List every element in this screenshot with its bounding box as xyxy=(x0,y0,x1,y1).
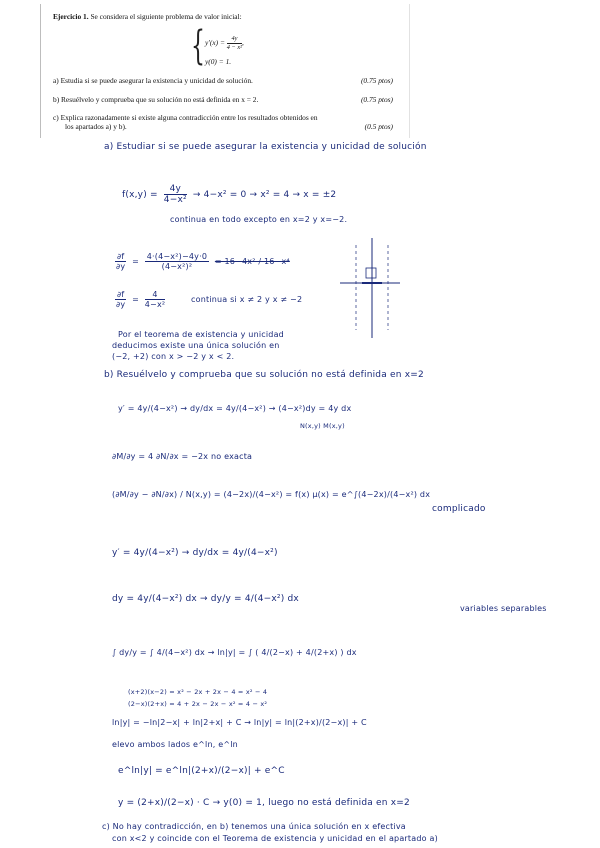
initial-condition: y(0) = 1. xyxy=(205,57,232,66)
f-roots: → 4−x² = 0 → x² = 4 → x = ±2 xyxy=(192,190,337,200)
item-a-points: (0.75 ptos) xyxy=(360,76,393,85)
item-c-points: (0.5 ptos) xyxy=(364,122,393,131)
df-symbol-2: ∂f xyxy=(117,290,125,299)
partial-derivative-simplified: $\frac{\partial f}{\partial y}$ = $\frac{4}{\text{4−x²}}$ continua si x ≠ 2 y x ≠ −2 xyxy=(116,290,303,309)
f-lhs: f(x,y) = xyxy=(122,190,158,200)
complicated-note: complicado xyxy=(432,504,486,514)
brace-icon: { xyxy=(191,23,205,69)
df-numerator: 4·(4−x²)−4y·0 xyxy=(146,252,208,261)
item-b-text: b) Resuélvelo y comprueba que su solución no está definida en x = 2. xyxy=(53,95,259,104)
derivatives-check: ∂M/∂y = 4 ∂N/∂x = −2x no exacta xyxy=(112,452,253,461)
item-a-text: a) Estudia si se puede asegurar la existencia y unicidad de solución. xyxy=(53,76,253,85)
item-c-text2: los apartados a) y b). xyxy=(65,122,127,131)
ode-tail: , xyxy=(242,37,244,47)
separable-eq-1: y′ = 4y/(4−x²) → dy/dx = 4y/(4−x²) xyxy=(112,548,278,558)
theorem-line-2: deducimos existe una única solución en xyxy=(112,341,280,350)
f-denominator: 4−x² xyxy=(163,195,187,205)
partial-derivative: $\frac{\partial f}{\partial y}$ = $\frac{\text{4·(4−x²)−4y·0}}{\text{(4−x²)²}}$ = 16−4x² / 16−x⁴ xyxy=(116,252,290,271)
theorem-line-3: (−2, +2) con x > −2 y x < 2. xyxy=(112,352,235,361)
item-c-text: c) Explica razonadamente si existe alguna contradicción entre los resultados obtenidos en xyxy=(53,113,318,122)
answer-b-heading: b) Resuélvelo y comprueba que su solución no está definida en x=2 xyxy=(104,370,424,380)
answer-c-line-2: con x<2 y coincide con el Teorema de existencia y unicidad en el apartado a) xyxy=(112,834,438,843)
df2-numerator: 4 xyxy=(145,290,166,300)
solution-line: y = (2+x)/(2−x) · C → y(0) = 1, luego no está definida en x=2 xyxy=(118,798,410,808)
item-b-points: (0.75 ptos) xyxy=(360,95,393,104)
exponentiate-note: elevo ambos lados e^ln, e^ln xyxy=(112,740,238,749)
df2-denominator: 4−x² xyxy=(144,300,166,309)
b-labels: N(x,y) M(x,y) xyxy=(300,422,345,430)
df-denominator: (4−x²)² xyxy=(161,262,193,271)
integral-line: ∫ dy/y = ∫ 4/(4−x²) dx → ln|y| = ∫ ( 4/(2−x) + 4/(2+x) ) dx xyxy=(112,648,357,657)
exponential-line: e^ln|y| = e^ln|(2+x)/(2−x)| + e^C xyxy=(118,766,285,776)
df-crossed: = 16−4x² / 16−x⁴ xyxy=(214,257,290,266)
exercise-intro: Se considera el siguiente problema de valor inicial: xyxy=(90,12,242,21)
df-symbol: ∂f xyxy=(117,252,125,261)
answer-a-heading: a) Estudiar si se puede asegurar la existencia y unicidad de solución xyxy=(104,142,427,152)
b-equation: y′ = 4y/(4−x²) → dy/dx = 4y/(4−x²) → (4−x²)dy = 4y dx xyxy=(118,404,352,413)
exercise-label: Ejercicio 1. xyxy=(53,12,89,21)
continuity-note: continua en todo excepto en x=2 y x=−2. xyxy=(170,215,348,224)
dy-symbol: ∂y xyxy=(116,262,126,271)
separable-note: variables separables xyxy=(460,604,547,613)
log-line: ln|y| = −ln|2−x| + ln|2+x| + C → ln|y| = ln|(2+x)/(2−x)| + C xyxy=(112,718,367,727)
answer-c-line-1: c) No hay contradicción, en b) tenemos una única solución en x efectiva xyxy=(102,822,406,831)
dy-symbol-2: ∂y xyxy=(116,300,126,309)
algebra-line-2: (2−x)(2+x) = 4 + 2x − 2x − x² = 4 − x² xyxy=(128,700,268,708)
ode-lhs: y′(x) = xyxy=(205,37,225,47)
ode-numerator: 4y xyxy=(227,35,242,44)
separable-eq-2: dy = 4y/(4−x²) dx → dy/y = 4/(4−x²) dx xyxy=(112,594,299,604)
f-numerator: 4y xyxy=(164,184,187,195)
ode-denominator: 4 − x² xyxy=(226,43,243,51)
theorem-line-1: Por el teorema de existencia y unicidad xyxy=(118,330,284,339)
algebra-line-1: (x+2)(x−2) = x² − 2x + 2x − 4 = x² − 4 xyxy=(128,688,268,696)
integrating-factor: (∂M/∂y − ∂N/∂x) / N(x,y) = (4−2x)/(4−x²) = f(x) μ(x) = e^∫(4−2x)/(4−x²) dx xyxy=(112,490,431,499)
df2-continuity: continua si x ≠ 2 y x ≠ −2 xyxy=(191,295,303,304)
